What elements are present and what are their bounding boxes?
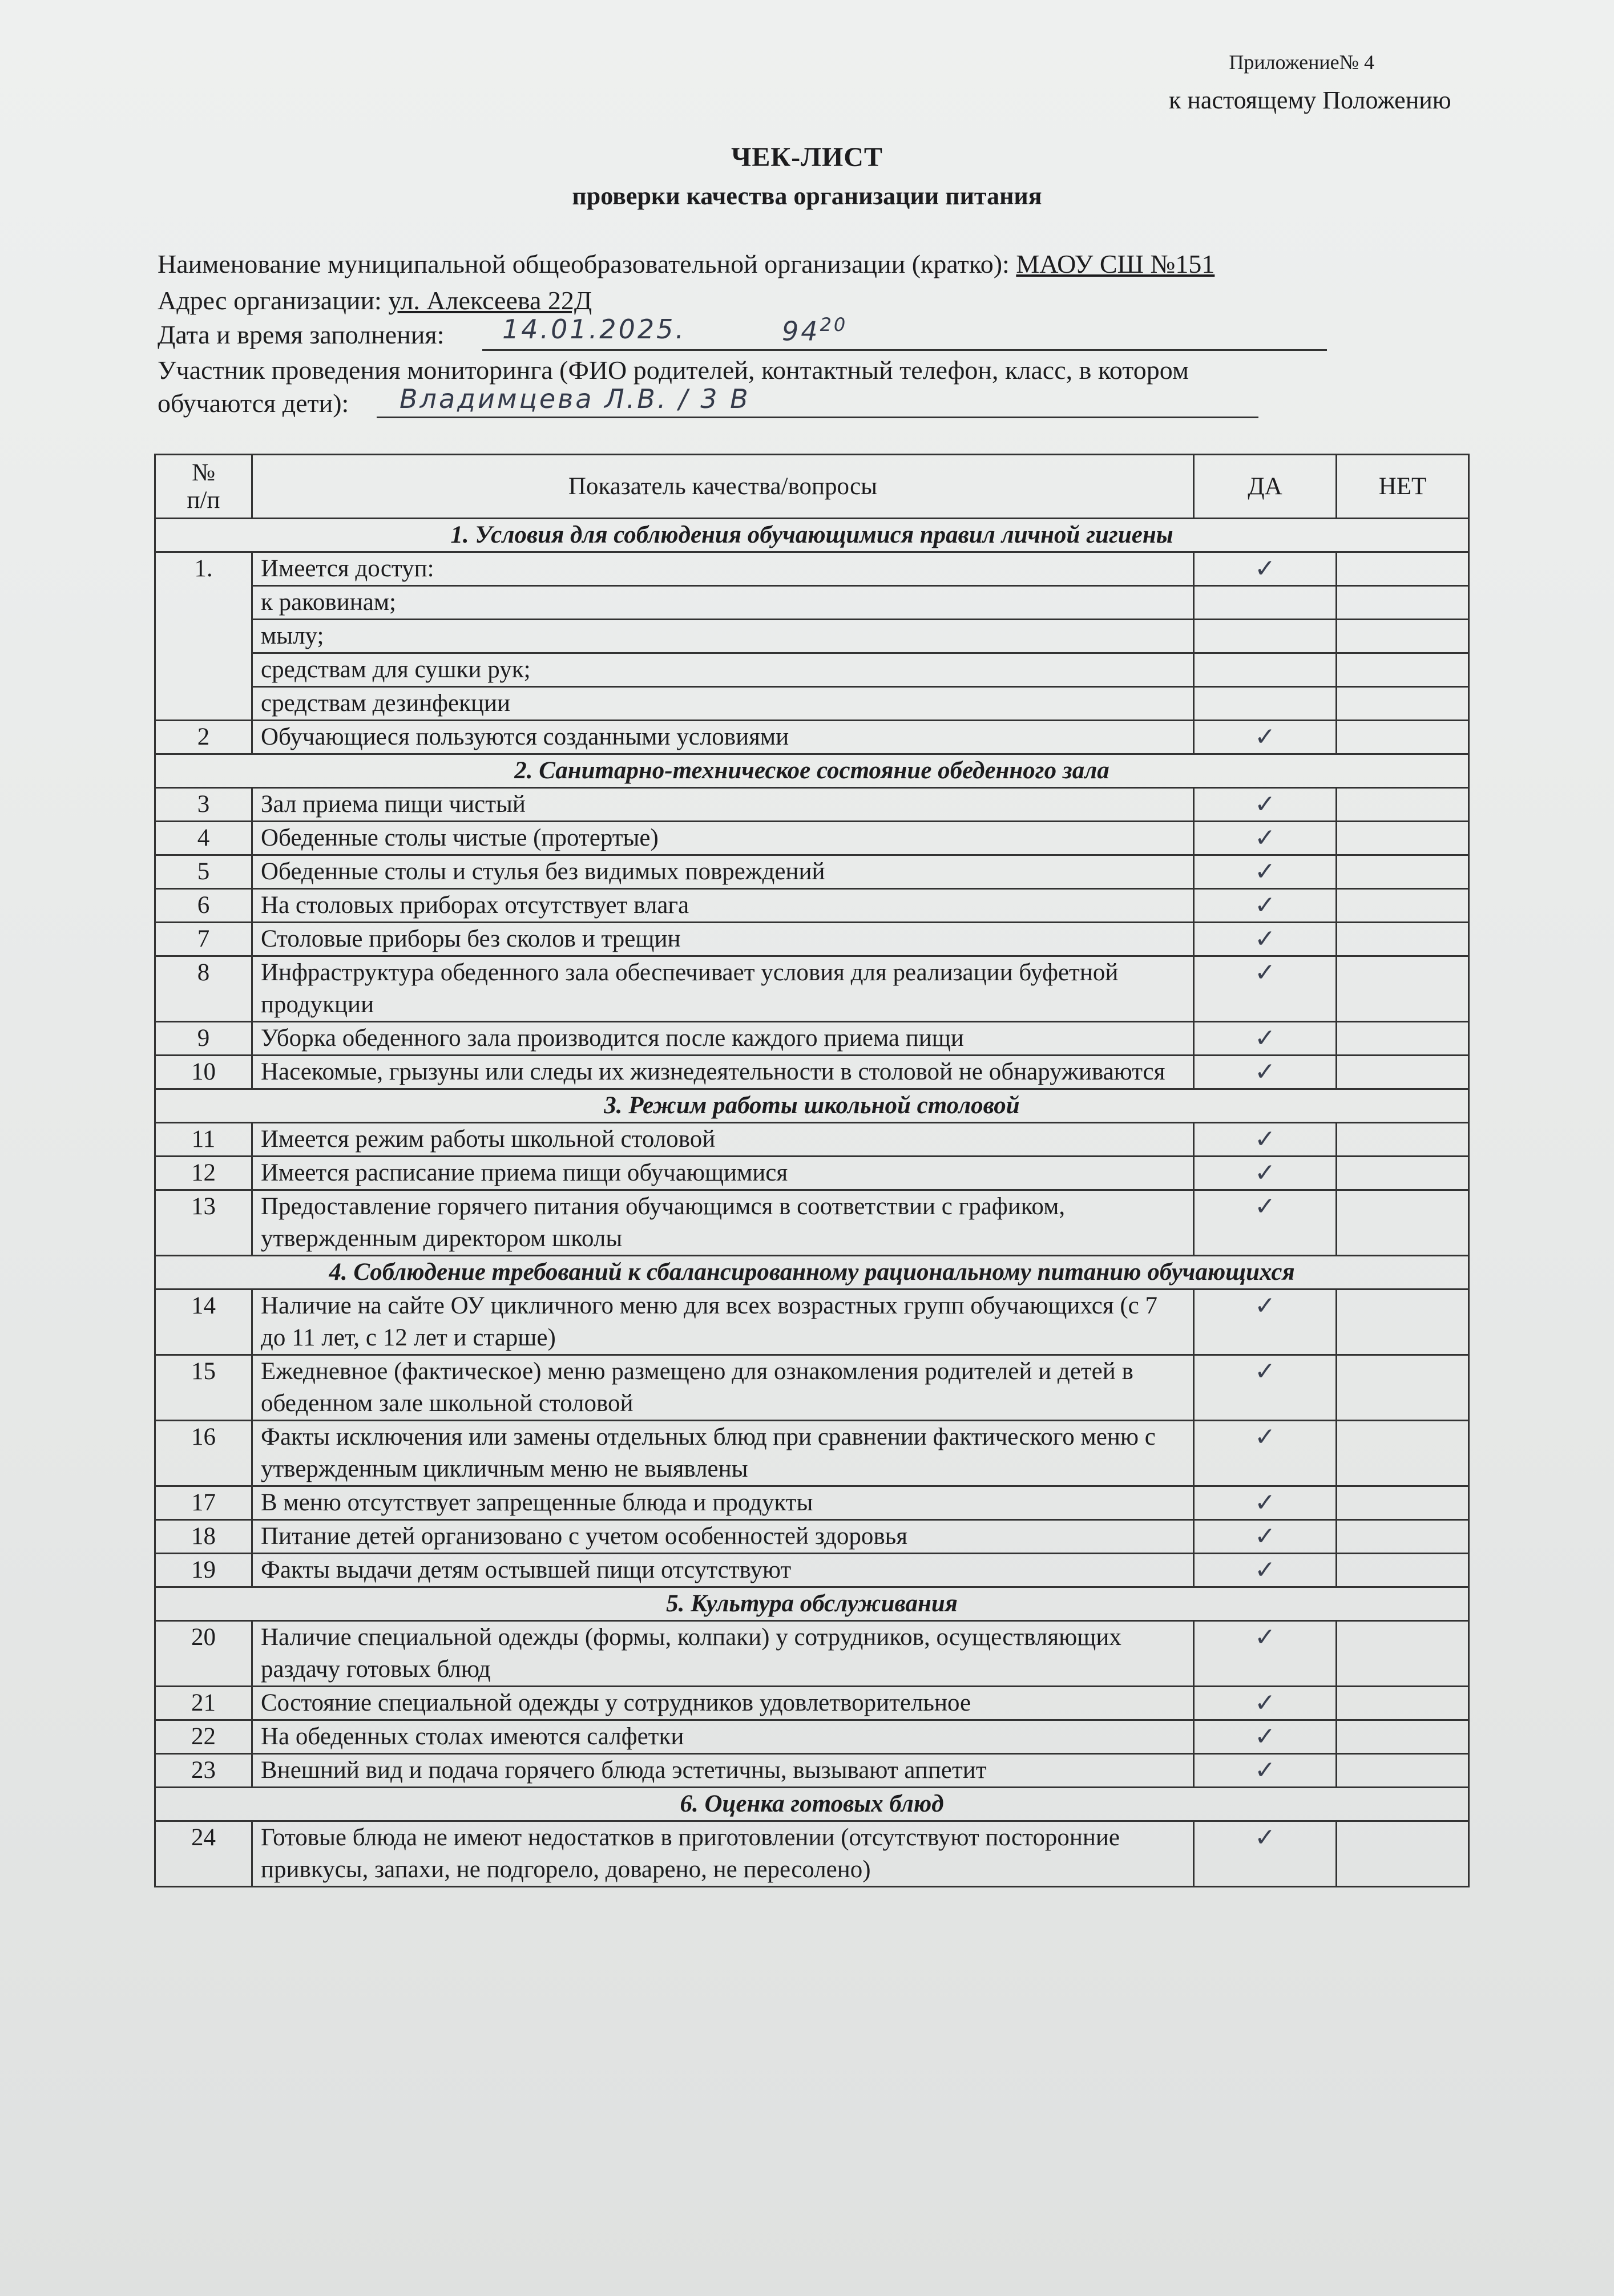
table-row [155, 822, 1469, 855]
row-number [155, 653, 252, 687]
row-question: Предоставление горячего питания обучающимся в соответствии с графиком, утвержденным директором школы [252, 1190, 1194, 1256]
row-no-cell[interactable] [1337, 1754, 1469, 1788]
address-field [158, 285, 592, 316]
row-number: 16 [155, 1421, 252, 1486]
row-yes-cell[interactable] [1194, 1520, 1337, 1554]
row-yes-cell[interactable] [1194, 1621, 1337, 1687]
section-row [155, 1587, 1469, 1621]
row-question: Обеденные столы чистые (протертые) [252, 822, 1194, 855]
section-title: 6. Оценка готовых блюд [155, 1788, 1469, 1821]
check-mark-icon: ✓ [1254, 1756, 1276, 1785]
row-yes-cell[interactable] [1194, 586, 1337, 620]
org-value: МАОУ СШ №151 [1016, 249, 1215, 278]
header-num-symbol: № [191, 459, 216, 486]
row-yes-cell[interactable] [1194, 721, 1337, 754]
row-number: 23 [155, 1754, 252, 1788]
row-question: Уборка обеденного зала производится после каждого приема пищи [252, 1022, 1194, 1056]
row-number: 22 [155, 1720, 252, 1754]
check-mark-icon: ✓ [1254, 1522, 1276, 1551]
row-yes-cell[interactable] [1194, 1355, 1337, 1421]
check-mark-icon: ✓ [1254, 891, 1276, 920]
table-row [155, 1355, 1469, 1421]
table-row [155, 1022, 1469, 1056]
row-question: Инфраструктура обеденного зала обеспечивает условия для реализации буфетной продукции [252, 956, 1194, 1022]
check-mark-icon: ✓ [1254, 1722, 1276, 1751]
time-hour-tail: 4 [801, 316, 820, 347]
row-question: Факты выдачи детям остывшей пищи отсутствуют [252, 1554, 1194, 1587]
header-num-abbr: п/п [187, 486, 220, 514]
section-row [155, 754, 1469, 788]
row-question: Обеденные столы и стулья без видимых повреждений [252, 855, 1194, 889]
table-row [155, 1821, 1469, 1887]
check-mark-icon: ✓ [1254, 1057, 1276, 1086]
row-yes-cell[interactable] [1194, 620, 1337, 653]
row-number: 17 [155, 1486, 252, 1520]
row-no-cell[interactable] [1337, 552, 1469, 586]
row-question: Наличие специальной одежды (формы, колпаки) у сотрудников, осуществляющих раздачу готовых блюд [252, 1621, 1194, 1687]
table-row [155, 956, 1469, 1022]
row-no-cell[interactable] [1337, 956, 1469, 1022]
row-number: 1. [155, 552, 252, 586]
table-row [155, 1190, 1469, 1256]
row-number: 15 [155, 1355, 252, 1421]
row-no-cell[interactable] [1337, 1720, 1469, 1754]
section-row [155, 1256, 1469, 1290]
row-question: Факты исключения или замены отдельных блюд при сравнении фактического меню с утвержденным цикличным меню не выявлены [252, 1421, 1194, 1486]
check-mark-icon: ✓ [1254, 857, 1276, 886]
row-question: Ежедневное (фактическое) меню размещено для ознакомления родителей и детей в обеденном зале школьной столовой [252, 1355, 1194, 1421]
document-subtitle: проверки качества организации питания [572, 182, 1042, 210]
row-question: Наличие на сайте ОУ цикличного меню для всех возрастных групп обучающихся (с 7 до 11 лет, с 12 лет и старше) [252, 1290, 1194, 1355]
row-number: 10 [155, 1056, 252, 1089]
check-mark-icon: ✓ [1254, 823, 1276, 852]
row-yes-cell[interactable] [1194, 1056, 1337, 1089]
time-value [782, 314, 848, 346]
row-yes-cell[interactable] [1194, 1123, 1337, 1157]
row-no-cell[interactable] [1337, 1687, 1469, 1720]
participant-label-1: Участник проведения мониторинга (ФИО родителей, контактный телефон, класс, в котором [158, 355, 1189, 385]
participant-underline [377, 417, 1258, 418]
address-value: ул. Алексеева 22Д [388, 286, 592, 315]
table-row [155, 1754, 1469, 1788]
row-question: На столовых приборах отсутствует влага [252, 889, 1194, 923]
row-question: Имеется режим работы школьной столовой [252, 1123, 1194, 1157]
header-yes: ДА [1194, 455, 1337, 519]
check-mark-icon: ✓ [1254, 1291, 1276, 1320]
row-number: 13 [155, 1190, 252, 1256]
check-mark-icon: ✓ [1254, 1823, 1276, 1852]
row-no-cell[interactable] [1337, 1123, 1469, 1157]
date-label: Дата и время заполнения: [158, 320, 445, 349]
check-mark-icon: ✓ [1254, 1422, 1276, 1452]
row-yes-cell[interactable] [1194, 923, 1337, 956]
row-question: средствам для сушки рук; [252, 653, 1194, 687]
table-row [155, 586, 1469, 620]
row-number: 24 [155, 1821, 252, 1887]
check-mark-icon: ✓ [1254, 1688, 1276, 1717]
row-yes-cell[interactable] [1194, 956, 1337, 1022]
row-question: мылу; [252, 620, 1194, 653]
row-number: 20 [155, 1621, 252, 1687]
row-yes-cell[interactable] [1194, 1754, 1337, 1788]
row-no-cell[interactable] [1337, 1355, 1469, 1421]
row-question: к раковинам; [252, 586, 1194, 620]
check-mark-icon: ✓ [1254, 722, 1276, 751]
table-row [155, 687, 1469, 721]
row-yes-cell[interactable] [1194, 1157, 1337, 1190]
section-title: 2. Санитарно-техническое состояние обеденного зала [155, 754, 1469, 788]
row-no-cell[interactable] [1337, 1821, 1469, 1887]
check-mark-icon: ✓ [1254, 1623, 1276, 1652]
row-yes-cell[interactable] [1194, 653, 1337, 687]
row-question: Обучающиеся пользуются созданными условиями [252, 721, 1194, 754]
row-no-cell[interactable] [1337, 1022, 1469, 1056]
row-number: 19 [155, 1554, 252, 1587]
row-no-cell[interactable] [1337, 1520, 1469, 1554]
row-question: Насекомые, грызуны или следы их жизнедеятельности в столовой не обнаруживаются [252, 1056, 1194, 1089]
row-question: В меню отсутствует запрещенные блюда и продукты [252, 1486, 1194, 1520]
check-mark-icon: ✓ [1254, 554, 1276, 583]
row-no-cell[interactable] [1337, 1486, 1469, 1520]
row-number: 2 [155, 721, 252, 754]
table-row [155, 552, 1469, 586]
section-title: 4. Соблюдение требований к сбалансированному рациональному питанию обучающихся [155, 1256, 1469, 1290]
section-row [155, 519, 1469, 552]
row-question: Питание детей организовано с учетом особенностей здоровья [252, 1520, 1194, 1554]
table-row [155, 1421, 1469, 1486]
check-mark-icon: ✓ [1254, 1488, 1276, 1517]
table-header-row [155, 455, 1469, 519]
row-no-cell[interactable] [1337, 923, 1469, 956]
row-yes-cell[interactable] [1194, 1720, 1337, 1754]
row-question: Состояние специальной одежды у сотрудников удовлетворительное [252, 1687, 1194, 1720]
row-question: Столовые приборы без сколов и трещин [252, 923, 1194, 956]
check-mark-icon: ✓ [1254, 790, 1276, 819]
row-no-cell[interactable] [1337, 653, 1469, 687]
appendix-number: Приложение№ 4 [1229, 51, 1374, 74]
time-minutes: 20 [820, 314, 848, 335]
check-mark-icon: ✓ [1254, 1192, 1276, 1221]
check-mark-icon: ✓ [1254, 1024, 1276, 1053]
header-no: НЕТ [1337, 455, 1469, 519]
table-row [155, 1520, 1469, 1554]
address-label: Адрес организации: [158, 286, 382, 315]
appendix-reference: к настоящему Положению [1169, 86, 1451, 114]
row-question: На обеденных столах имеются салфетки [252, 1720, 1194, 1754]
participant-value: Владимцева Л.В. / 3 В [400, 383, 750, 414]
check-mark-icon: ✓ [1254, 1125, 1276, 1154]
section-title: 5. Культура обслуживания [155, 1587, 1469, 1621]
row-yes-cell[interactable] [1194, 687, 1337, 721]
table-row [155, 923, 1469, 956]
row-question: Имеется расписание приема пищи обучающимися [252, 1157, 1194, 1190]
row-number: 3 [155, 788, 252, 822]
section-title: 3. Режим работы школьной столовой [155, 1089, 1469, 1123]
row-number: 7 [155, 923, 252, 956]
row-yes-cell[interactable] [1194, 788, 1337, 822]
row-no-cell[interactable] [1337, 855, 1469, 889]
row-no-cell[interactable] [1337, 1190, 1469, 1256]
row-number: 5 [155, 855, 252, 889]
table-row [155, 721, 1469, 754]
check-mark-icon: ✓ [1254, 924, 1276, 953]
row-yes-cell[interactable] [1194, 1190, 1337, 1256]
row-yes-cell[interactable] [1194, 855, 1337, 889]
row-number: 8 [155, 956, 252, 1022]
row-no-cell[interactable] [1337, 620, 1469, 653]
check-mark-icon: ✓ [1254, 1158, 1276, 1187]
time-hour: 9 [782, 316, 801, 347]
row-number: 18 [155, 1520, 252, 1554]
check-mark-icon: ✓ [1254, 1555, 1276, 1584]
date-underline [482, 349, 1327, 351]
check-mark-icon: ✓ [1254, 958, 1276, 987]
org-label: Наименование муниципальной общеобразовательной организации (кратко): [158, 249, 1010, 278]
row-no-cell[interactable] [1337, 586, 1469, 620]
table-row [155, 1554, 1469, 1587]
header-num [155, 455, 252, 519]
row-question: Внешний вид и подача горячего блюда эстетичны, вызывают аппетит [252, 1754, 1194, 1788]
header-question: Показатель качества/вопросы [252, 455, 1194, 519]
row-yes-cell[interactable] [1194, 1687, 1337, 1720]
row-question: Зал приема пищи чистый [252, 788, 1194, 822]
row-no-cell[interactable] [1337, 889, 1469, 923]
participant-label-2: обучаются дети): [158, 389, 349, 418]
row-number: 11 [155, 1123, 252, 1157]
date-value: 14.01.2025. [502, 314, 686, 345]
row-no-cell[interactable] [1337, 721, 1469, 754]
row-number: 9 [155, 1022, 252, 1056]
row-number [155, 687, 252, 721]
row-yes-cell[interactable] [1194, 1290, 1337, 1355]
document-title: ЧЕК-ЛИСТ [731, 142, 883, 172]
row-yes-cell[interactable] [1194, 552, 1337, 586]
row-yes-cell[interactable] [1194, 822, 1337, 855]
table-row [155, 1056, 1469, 1089]
row-no-cell[interactable] [1337, 1554, 1469, 1587]
table-row [155, 1157, 1469, 1190]
org-field [158, 249, 1214, 279]
table-row [155, 1621, 1469, 1687]
table-row [155, 1123, 1469, 1157]
row-question: средствам дезинфекции [252, 687, 1194, 721]
row-number [155, 586, 252, 620]
row-no-cell[interactable] [1337, 822, 1469, 855]
row-yes-cell[interactable] [1194, 1486, 1337, 1520]
row-question: Имеется доступ: [252, 552, 1194, 586]
row-no-cell[interactable] [1337, 1421, 1469, 1486]
check-mark-icon: ✓ [1254, 1357, 1276, 1386]
row-no-cell[interactable] [1337, 788, 1469, 822]
row-yes-cell[interactable] [1194, 1421, 1337, 1486]
row-yes-cell[interactable] [1194, 1821, 1337, 1887]
row-yes-cell[interactable] [1194, 1554, 1337, 1587]
row-no-cell[interactable] [1337, 1056, 1469, 1089]
table-row [155, 855, 1469, 889]
table-row [155, 620, 1469, 653]
section-row [155, 1788, 1469, 1821]
table-row [155, 1720, 1469, 1754]
table-row [155, 1687, 1469, 1720]
table-row [155, 653, 1469, 687]
section-title: 1. Условия для соблюдения обучающимися правил личной гигиены [155, 519, 1469, 552]
checklist-table [154, 454, 1470, 1887]
row-number: 12 [155, 1157, 252, 1190]
row-number: 4 [155, 822, 252, 855]
row-number: 14 [155, 1290, 252, 1355]
table-row [155, 1486, 1469, 1520]
row-yes-cell[interactable] [1194, 1022, 1337, 1056]
row-number: 21 [155, 1687, 252, 1720]
row-number: 6 [155, 889, 252, 923]
section-row [155, 1089, 1469, 1123]
table-row [155, 788, 1469, 822]
table-row [155, 1290, 1469, 1355]
row-question: Готовые блюда не имеют недостатков в приготовлении (отсутствуют посторонние привкусы, запахи, не подгорело, доварено, не пересолено) [252, 1821, 1194, 1887]
row-no-cell[interactable] [1337, 1157, 1469, 1190]
row-yes-cell[interactable] [1194, 889, 1337, 923]
row-no-cell[interactable] [1337, 687, 1469, 721]
row-no-cell[interactable] [1337, 1290, 1469, 1355]
table-row [155, 889, 1469, 923]
row-no-cell[interactable] [1337, 1621, 1469, 1687]
row-number [155, 620, 252, 653]
